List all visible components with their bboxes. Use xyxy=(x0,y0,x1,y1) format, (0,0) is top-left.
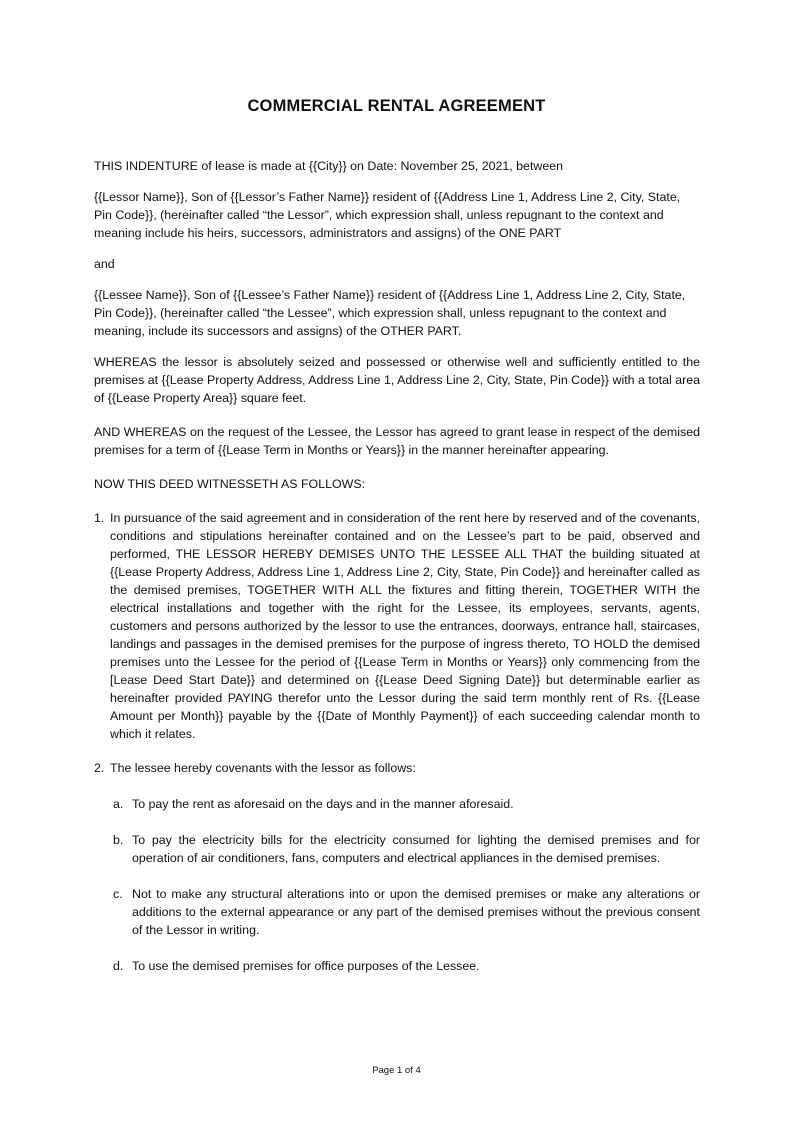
clause-2 xyxy=(94,759,700,777)
subclause-text: Not to make any structural alterations into or upon the demised premises or make any alterations or additions to the external appearance or any part of the demised premises without the previous consent of the Lessor in writing. xyxy=(132,887,700,937)
subclause-d xyxy=(94,957,700,975)
clause-number: 2. xyxy=(94,761,105,775)
subclause-letter: a. xyxy=(113,797,124,811)
witnesseth-paragraph: NOW THIS DEED WITNESSETH AS FOLLOWS: xyxy=(94,477,366,491)
subclause-letter: d. xyxy=(113,959,124,973)
subclause-text: To pay the rent as aforesaid on the days and in the manner aforesaid. xyxy=(132,797,514,811)
subclause-b xyxy=(94,831,700,867)
clause-1 xyxy=(94,509,700,743)
lessor-paragraph: {{Lessor Name}}, Son of {{Lessor’s Father Name}} resident of {{Address Line 1, Address Line 2, City, State, Pin Code}}, (hereinafter called “the Lessor”, which expression shall, unless repugnant to the context and meaning include his heirs, successors, administrators and assigns) of the ONE PART xyxy=(94,190,681,240)
clause-text: In pursuance of the said agreement and in consideration of the rent here by reserved and of the covenants, conditions and stipulations hereinafter contained and on the Lessee’s part to be paid, observed and performed, THE LESSOR HEREBY DEMISES UNTO THE LESSEE ALL THAT the building situated at {{Lease Property Address, Address Line 1, Address Line 2, City, State, Pin Code}} and hereinafter called as the demised premises, TOGETHER WITH ALL the fixtures and fitting therein, TOGETHER WITH the electrical installations and together with the right for the Lessee, its employees, servants, agents, customers and persons authorized by the lessor to use the entrances, doorways, entrance hall, staircases, landings and passages in the demised premises for the purpose of ingress thereto, TO HOLD the demised premises unto the Lessee for the period of {{Lease Term in Months or Years}} only commencing from the [Lease Deed Start Date}} and determined on {{Lease Deed Signing Date}} but determinable earlier as hereinafter provided PAYING therefor unto the Lessor during the said term monthly rent of Rs. {{Lease Amount per Month}} payable by the {{Date of Monthly Payment}} of each succeeding calendar month to which it relates. xyxy=(110,511,700,741)
subclause-letter: b. xyxy=(113,833,124,847)
subclause-c xyxy=(94,885,700,939)
subclause-a xyxy=(94,795,700,813)
subclause-text: To use the demised premises for office purposes of the Lessee. xyxy=(132,959,480,973)
and-whereas-paragraph: AND WHEREAS on the request of the Lessee, the Lessor has agreed to grant lease in respect of the demised premises for a term of {{Lease Term in Months or Years}} in the manner hereinafter appearing. xyxy=(94,425,700,457)
and-paragraph: and xyxy=(94,257,115,271)
lessee-paragraph: {{Lessee Name}}, Son of {{Lessee’s Father Name}} resident of {{Address Line 1, Address Line 2, City, State, Pin Code}}, (hereinafter called “the Lessee”, which expression shall, unless repugnant to the context and meaning, include its successors and assigns) of the OTHER PART. xyxy=(94,288,686,338)
document-title: COMMERCIAL RENTAL AGREEMENT xyxy=(247,97,546,115)
subclause-letter: c. xyxy=(113,887,123,901)
whereas-paragraph: WHEREAS the lessor is absolutely seized and possessed or otherwise well and sufficiently entitled to the premises at {{Lease Property Address, Address Line 1, Address Line 2, City, State, Pin Code}} with a total area of {{Lease Property Area}} square feet. xyxy=(94,355,700,405)
clause-number: 1. xyxy=(94,511,105,525)
document-body xyxy=(94,157,700,988)
indenture-paragraph: THIS INDENTURE of lease is made at {{City}} on Date: November 25, 2021, between xyxy=(94,159,564,173)
clause-text: The lessee hereby covenants with the lessor as follows: xyxy=(110,761,416,775)
subclause-text: To pay the electricity bills for the electricity consumed for lighting the demised premises and for operation of air conditioners, fans, computers and electrical appliances in the demised premises. xyxy=(132,833,700,865)
page-number: Page 1 of 4 xyxy=(372,1065,421,1076)
